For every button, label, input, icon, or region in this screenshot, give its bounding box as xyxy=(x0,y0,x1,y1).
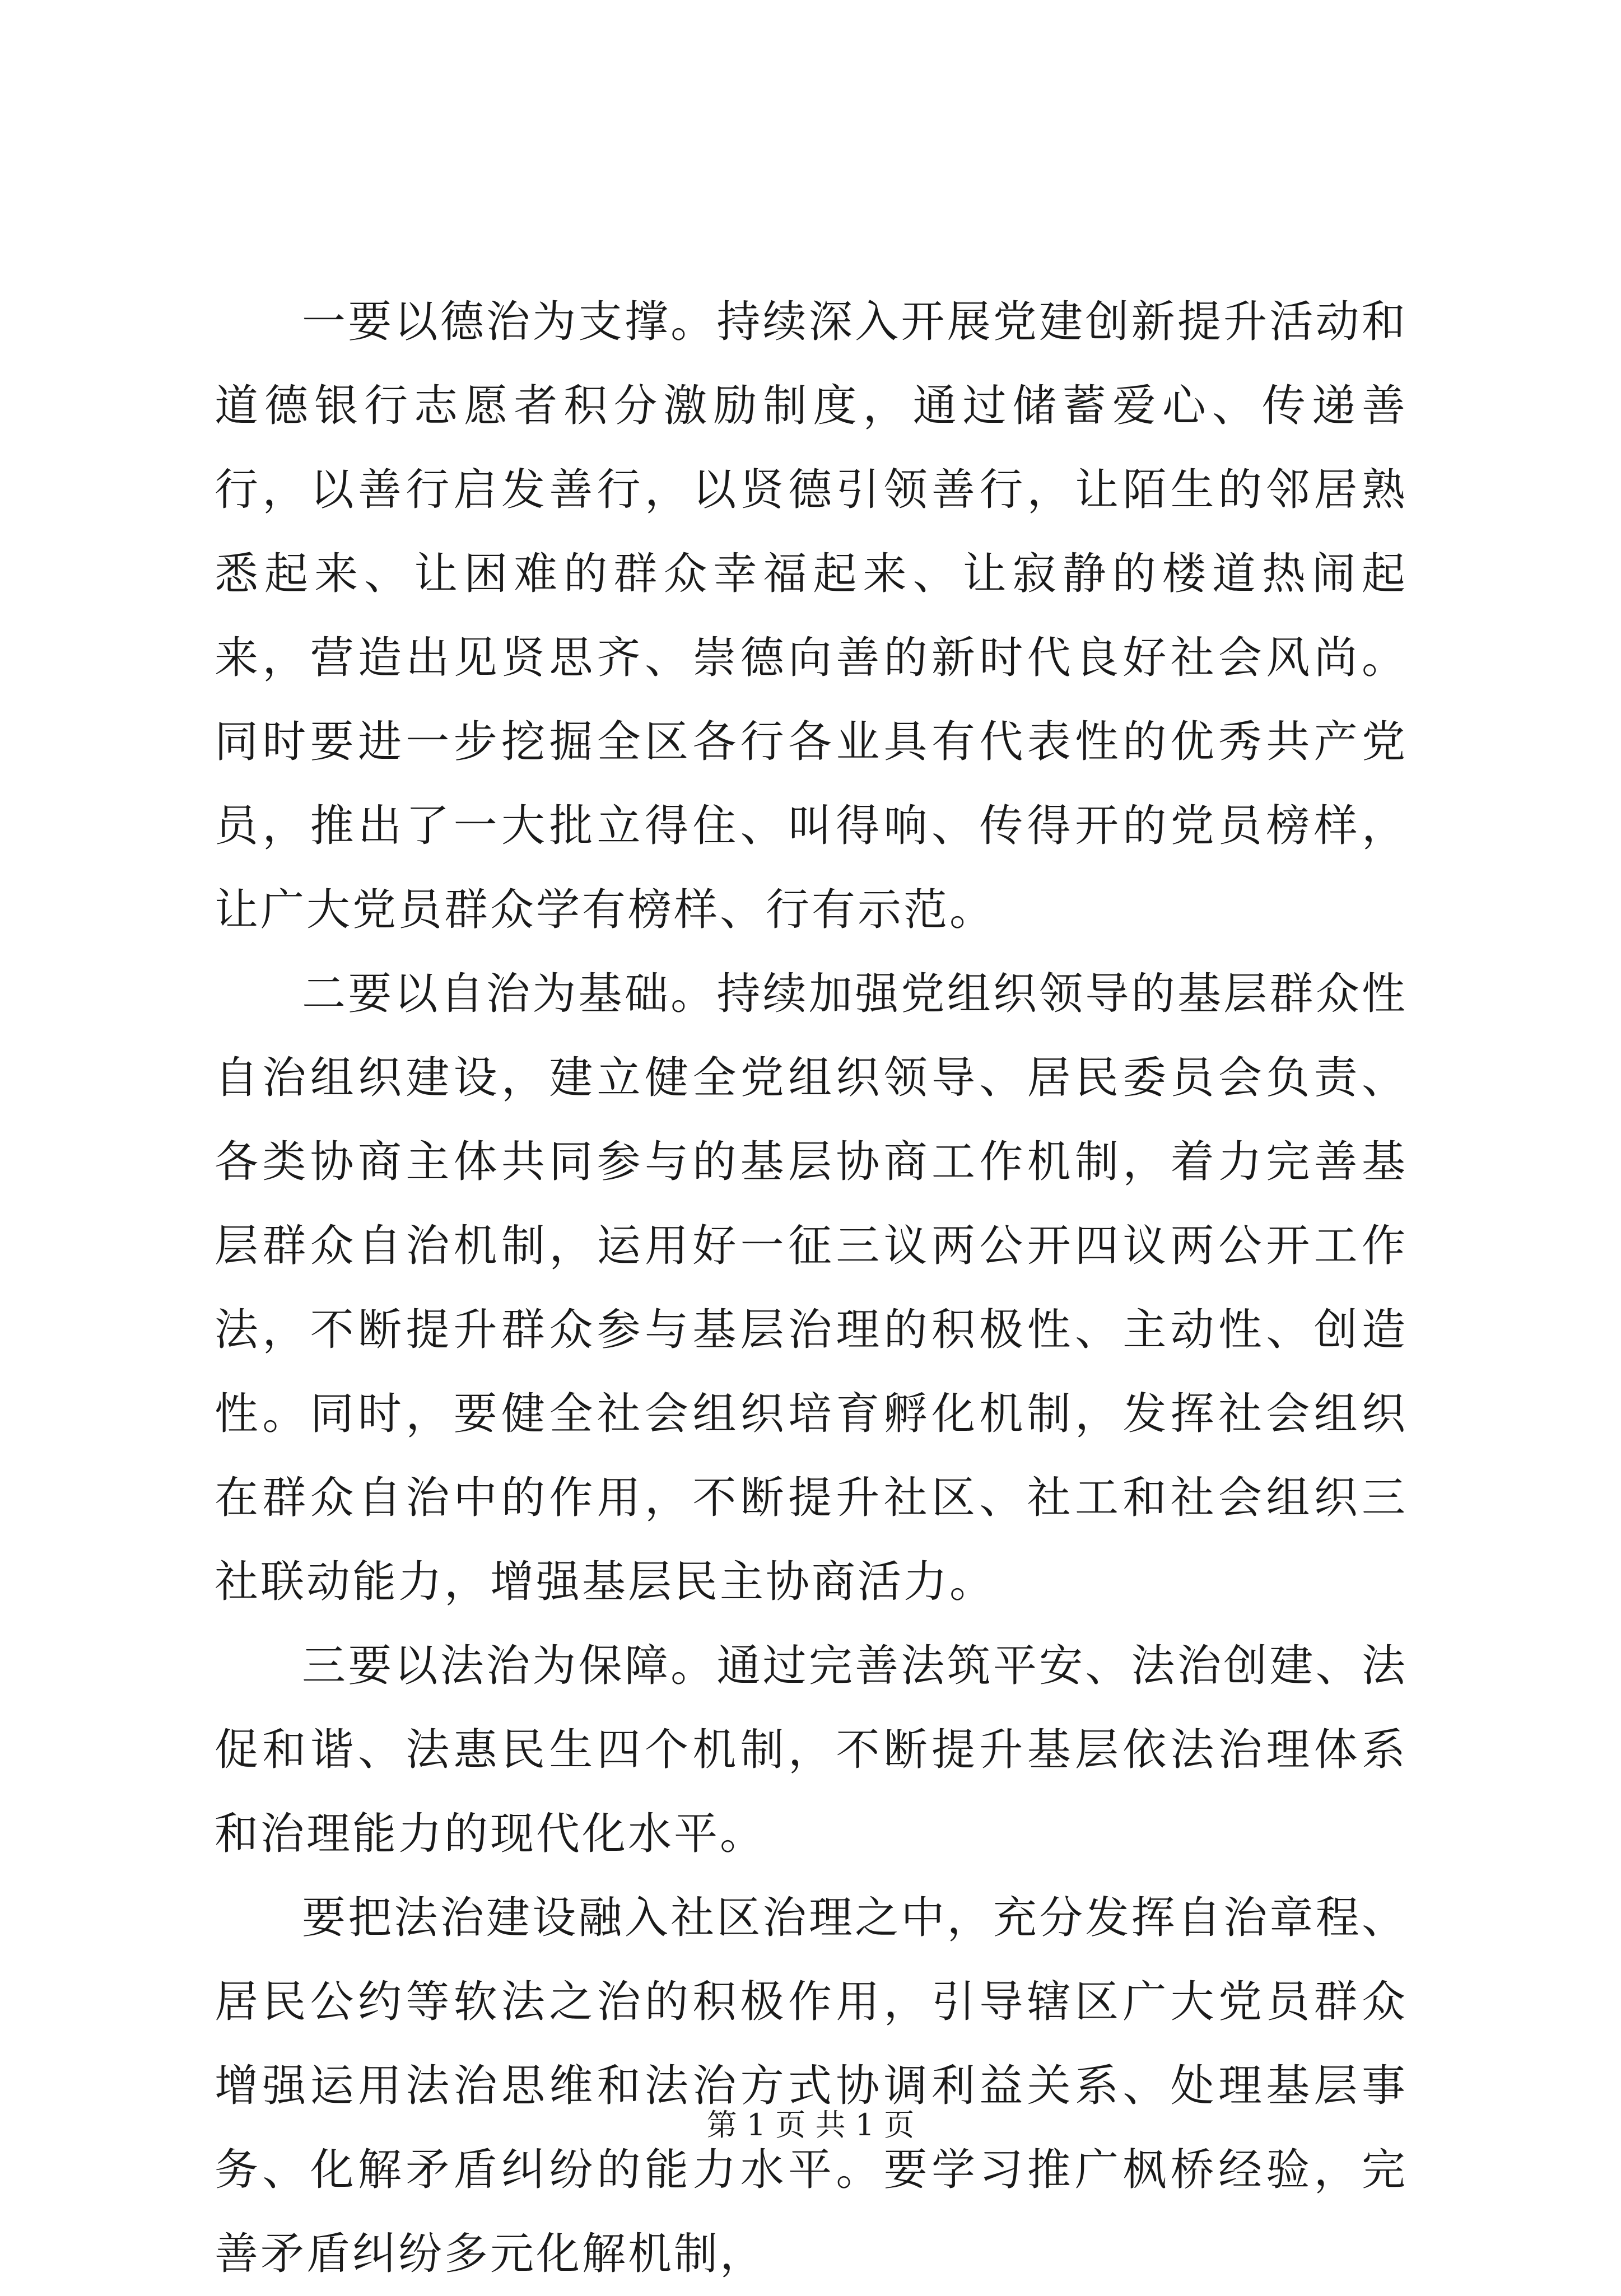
paragraph-fa-zhi: 三要以法治为保障。通过完善法筑平安、法治创建、法促和谐、法惠民生四个机制，不断提升基层依法治理体系和治理能力的现代化水平。 xyxy=(215,1641,1408,1859)
page-footer: 第 1 页 共 1 页 xyxy=(706,2107,915,2143)
paragraph-zi-zhi: 二要以自治为基础。持续加强党组织领导的基层群众性自治组织建设，建立健全党组织领导、居民委员会负责、各类协商主体共同参与的基层协商工作机制，着力完善基层群众自治机制，运用好一征三议两公开四议两公开工作法，不断提升群众参与基层治理的积极性、主动性、创造性。同时，要健全社会组织培育孵化机制，发挥社会组织在群众自治中的作用，不断提升社区、社工和社会组织三社联动能力，增强基层民主协商活力。 xyxy=(215,969,1408,1607)
paragraph-de-zhi: 一要以德治为支撑。持续深入开展党建创新提升活动和道德银行志愿者积分激励制度，通过储蓄爱心、传递善行，以善行启发善行，以贤德引领善行，让陌生的邻居熟悉起来、让困难的群众幸福起来、让寂静的楼道热闹起来，营造出见贤思齐、崇德向善的新时代良好社会风尚。同时要进一步挖掘全区各行各业具有代表性的优秀共产党员，推出了一大批立得住、叫得响、传得开的党员榜样，让广大党员群众学有榜样、行有示范。 xyxy=(215,297,1408,935)
paragraph-fa-zhi-community: 要把法治建设融入社区治理之中，充分发挥自治章程、居民公约等软法之治的积极作用，引导辖区广大党员群众增强运用法治思维和法治方式协调利益关系、处理基层事务、化解矛盾纠纷的能力水平。要学习推广枫桥经验，完善矛盾纠纷多元化解机制， xyxy=(215,1893,1408,2279)
document-body xyxy=(215,280,1408,2296)
